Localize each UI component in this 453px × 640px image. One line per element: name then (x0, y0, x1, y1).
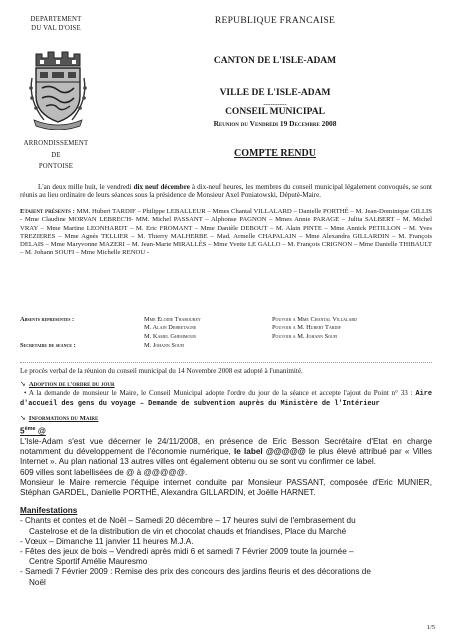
reunion-date: Reunion du Vendredi 19 Decembre 2008 (213, 119, 337, 128)
adoption-paragraph (20, 389, 432, 408)
proxy-name: Pouvoir a M. Hubert Tardif (272, 324, 341, 332)
label-paragraph (20, 437, 432, 468)
table-row (20, 342, 432, 350)
absent-name: M. Alain Debretagne (144, 324, 197, 332)
departement-line: DEPARTEMENT (30, 16, 82, 23)
label-text: L'Isle-Adam s'est vue décerner le 24/11/2008, en présence de Eric Besson Secrétaire d'Etat en charge notamment du développement de l'économie numérique, (20, 436, 432, 457)
adoption-heading (20, 380, 432, 389)
informations-heading-text: Informations du Maire (28, 415, 99, 422)
conseil-heading: CONSEIL MUNICIPAL (225, 107, 325, 117)
manifestation-item: - Samedi 7 Février 2009 : Remise des prix des concours des jardins fleuris et des décorations de (20, 567, 371, 577)
arrondissement-block (4, 140, 108, 172)
proxy-name: Pouvoir a Mme Chantal Villalard (272, 316, 357, 323)
manifestation-item: Noël (29, 577, 46, 587)
adoption-item-33: Aire d'accueil des gens du voyage – Demande de subvention auprès du Ministère de l'Intérieur (20, 390, 432, 408)
departement-line: DU VAL D'OISE (31, 24, 81, 32)
intro-text: à dix-neuf heures, les membres du conseil municipal légalement convoqués, se sont réunis au lieu ordinaire de leurs séances sous la présidence de Monsieur Axel Poniatowski, Député-Maire. (20, 183, 433, 200)
attendance-label: Etaient présents : (20, 208, 75, 215)
table-row (20, 316, 432, 324)
arrondissement-line: PONTOISE (38, 163, 74, 170)
absent-name: Mme Elodie Thabourey (144, 316, 201, 323)
label-heading-sup: ème (24, 426, 36, 432)
proxy-name: Pouvoir a M. Johann Soufi (272, 332, 338, 340)
heading-separator: ---------- (263, 100, 287, 108)
secretary-name: M. Johann Soufi (144, 342, 185, 350)
table-row (20, 333, 432, 341)
informations-body (20, 424, 432, 588)
proxies-table (20, 316, 432, 351)
manifestation-item: Centre Sportif Amélie Mauresmo (29, 557, 148, 567)
arrondissement-line: DE (51, 151, 61, 159)
proxies-label: Absents representes : (20, 316, 75, 323)
informations-heading (20, 414, 432, 422)
city-coat-of-arms-icon (26, 48, 90, 130)
intro-paragraph (20, 183, 432, 200)
secretary-label: Secretaire de seance : (20, 342, 76, 350)
manifestation-item: Castelrose et de la distribution de vin et chocolat chauds et friandises, Place du Marché (29, 526, 347, 536)
label-count: 609 villes sont labellisées de @ à @@@@@. (20, 467, 188, 477)
compte-rendu-title: COMPTE RENDU (234, 148, 316, 159)
page-number: 1/5 (426, 624, 435, 631)
label-heading (20, 424, 432, 437)
manifestation-item: - Vœux – Dimanche 11 janvier 11 heures M.J.A. (20, 536, 194, 546)
adoption-text: A la demande de monsieur le Maire, le Conseil Municipal adopte l'ordre du jour de la séance et accepte l'ajout du Point n° 33 : (26, 389, 416, 398)
arrondissement-line: ARRONDISSEMENT (23, 140, 89, 147)
intro-text: L'an deux mille huit, le vendredi (38, 183, 134, 191)
label-bold: le label @@@@@ (234, 447, 306, 457)
table-row (20, 324, 432, 332)
attendance-list: MM. Hubert TARDIF – Philippe LEBALLEUR – Mmes Chantal VILLALARD – Danielle PORTHÉ – M. Jean-Dominique GILLIS - Mme Claudine MORVAN LEBREC'H- MM. Michel PASSANT – Alphonse PAGNON – Mmes Annie PARAGE – Julita SALBERT – M. Michel VRAY – Mme Martine LEONHARDT – M. Eric FROMANT – Mme Danièle DEBOUT – M. Alain PINTE – Mme Annick PETILLON – M. Yves TREZIERES – Mme Agnès TELLIER – M. Thierry MALHERBE – Mad. Armelle CHAPALAIN – Mme Alexandra GILLARDIN – M. François DELAIS – Mme Maryvonne MAZERI – M. Jean-Marie MIRALLÈS – Mme Yvette LE GALLO – M. François CRIGNON – Mme Danielle THIBAULT – M. Johann SOUFI – Mme Michelle RENOU - (20, 208, 432, 257)
label-heading-number: 5 (20, 426, 25, 436)
absent-name: M. Kamel Ghemmour (144, 332, 196, 340)
arrow-icon: ➘ (20, 414, 26, 422)
manifestation-item: - Chants et contes et de Noël – Samedi 20 décembre – 17 heures suivi de l'embrasement du (20, 516, 356, 526)
intro-date: dix neuf décembre (133, 183, 190, 191)
label-text: le plus élevé attribué par « Villes Internet ». Au plan national 13 autres villes ont également obtenu ou se sont vu confirmer ce label. (20, 447, 432, 467)
attendance-paragraph (20, 208, 432, 258)
ville-heading: VILLE DE L'ISLE-ADAM (219, 88, 331, 98)
adoption-heading-text: Adoption de l'ordre du jour (28, 381, 115, 388)
label-heading-rest: @ (35, 426, 46, 436)
canton-heading: CANTON DE L'ISLE-ADAM (213, 56, 337, 66)
pv-paragraph: Le procès verbal de la réunion du conseil municipal du 14 Novembre 2008 est adopté à l'unanimité. (20, 367, 303, 375)
republique-heading: REPUBLIQUE FRANCAISE (214, 16, 336, 26)
departement-block (4, 16, 108, 33)
arrow-icon: ➘ (20, 380, 26, 388)
manifestations-title: Manifestations (20, 506, 78, 516)
manifestation-item: - Fêtes des jeux de bois – Vendredi après midi 6 et samedi 7 Février 2009 toute la journée – (20, 546, 354, 556)
section-divider (20, 362, 432, 363)
adoption-section (20, 380, 432, 408)
bullet-icon: • (24, 389, 27, 398)
thanks-paragraph: Monsieur le Maire remercie l'équipe internet conduite par Monsieur PASSANT, composée d'Eric MUNIER, Stéphan GARDEL, Danielle PORTHÉ, Alexandra GILLARDIN, et Joëlle HARNET. (20, 477, 432, 497)
